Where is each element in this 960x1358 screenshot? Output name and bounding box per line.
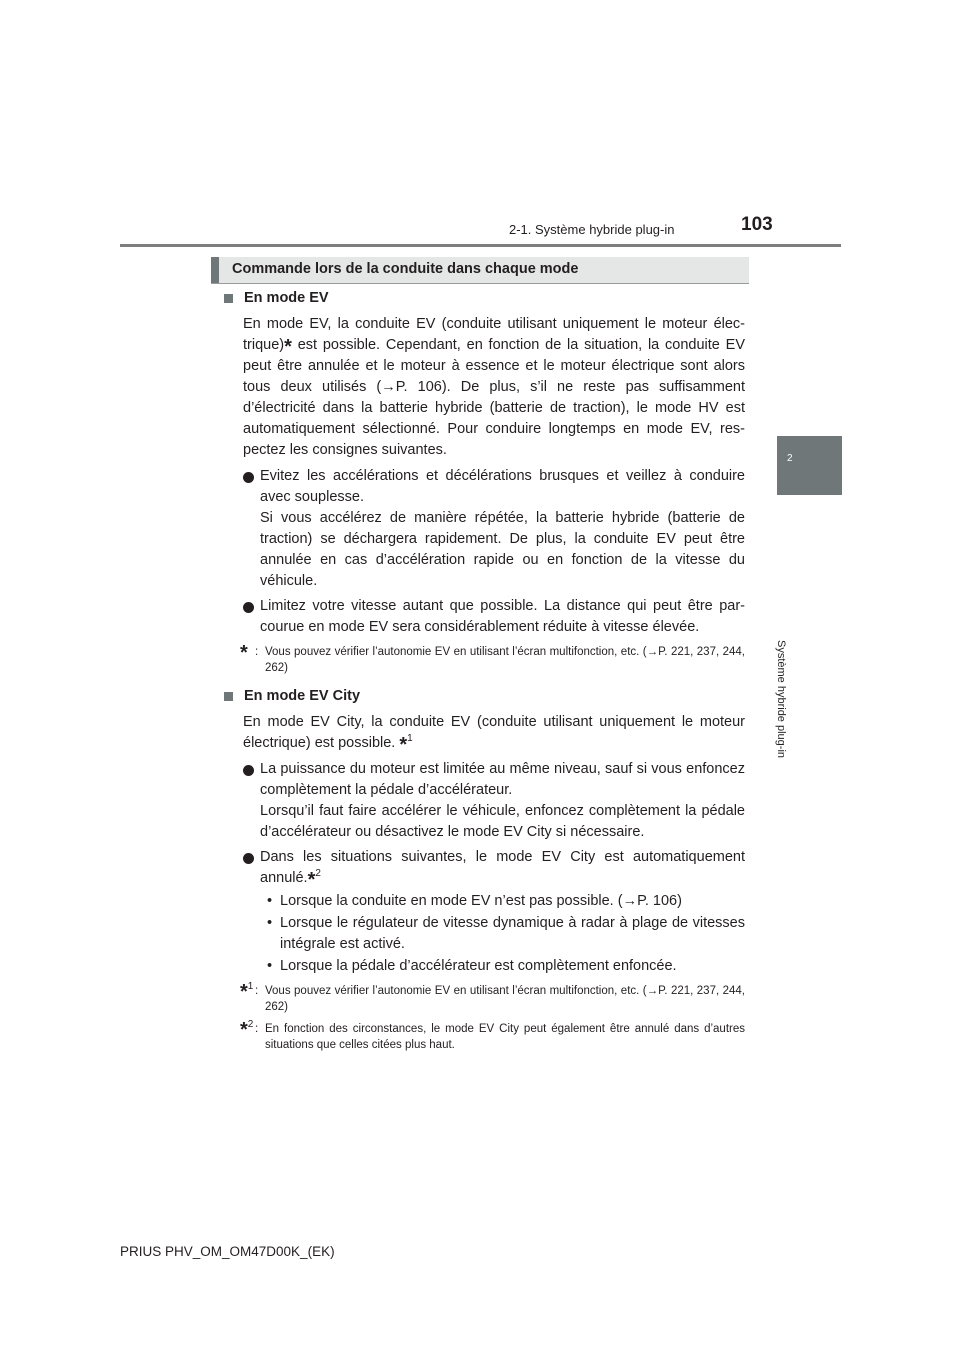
page-number: 103 xyxy=(741,214,773,235)
header-rule xyxy=(120,244,841,247)
footnote xyxy=(222,1021,745,1053)
footnote-mark xyxy=(240,1019,254,1041)
heading-text: En mode EV City xyxy=(244,688,361,704)
list-item xyxy=(243,466,745,592)
bullet-dot-icon xyxy=(243,472,254,483)
document-footer: PRIUS PHV_OM_OM47D00K_(EK) xyxy=(120,1244,335,1259)
section-title: Commande lors de la conduite dans chaque mode xyxy=(232,261,579,277)
square-bullet-icon xyxy=(224,294,233,303)
asterisk-mark: * xyxy=(240,1019,248,1041)
sub-list-item xyxy=(267,956,745,977)
footnote-colon: : xyxy=(255,985,259,997)
footnote-ref: 2 xyxy=(247,1019,254,1030)
list-item xyxy=(243,759,745,843)
chapter-tab xyxy=(777,436,842,495)
bullet-text: La puissance du moteur est limitée au même niveau, sauf si vous enfoncez complètement la pédale d’accélérateur. xyxy=(260,761,745,798)
bullet-dot-icon xyxy=(243,765,254,776)
ev-mode-intro xyxy=(243,314,745,461)
bullet-text: Limitez votre vitesse autant que possible. La distance qui peut être par-courue en mode EV sera considérablement réduite à vitesse élevée. xyxy=(260,598,745,635)
footnote xyxy=(222,644,745,676)
footnote-text: Vous pouvez vérifier l’autonomie EV en utilisant l’écran multifonction, etc. (→P. 221, 237, 244, 262) xyxy=(265,646,745,674)
footnote-text: En fonction des circonstances, le mode EV City peut également être annulé dans d’autres situations que celles citées plus haut. xyxy=(265,1023,745,1051)
footnote-colon: : xyxy=(255,1023,259,1035)
sub-bullet-marker: • xyxy=(267,893,273,909)
sub-item-text: Lorsque la pédale d’accélérateur est complètement enfoncée. xyxy=(280,958,677,974)
sub-item-text: Lorsque la conduite en mode EV n’est pas possible. (→P. 106) xyxy=(280,893,682,909)
sub-item-text: Lorsque le régulateur de vitesse dynamique à radar à plage de vitesses intégrale est activé. xyxy=(280,915,745,952)
footnote-mark xyxy=(240,642,248,664)
section-title-bar xyxy=(211,257,749,283)
heading-text: En mode EV xyxy=(244,290,329,306)
footnote-ref: 1 xyxy=(407,733,413,744)
sub-list-item xyxy=(267,891,745,912)
footnote-ref: 2 xyxy=(315,868,321,879)
asterisk-mark: * xyxy=(284,336,292,358)
square-bullet-icon xyxy=(224,692,233,701)
asterisk-mark: * xyxy=(240,981,248,1003)
sub-list-item xyxy=(267,913,745,955)
intro-text: En mode EV City, la conduite EV (conduite utilisant uniquement le moteur électrique) est possible. xyxy=(243,714,745,751)
asterisk-mark: * xyxy=(307,869,316,891)
bullet-text: Evitez les accélérations et décélérations brusques et veillez à conduire avec souplesse. xyxy=(260,468,745,505)
list-item xyxy=(243,596,745,638)
asterisk-mark: * xyxy=(399,734,408,756)
ev-mode-heading xyxy=(222,288,745,309)
bullet-dot-icon xyxy=(243,853,254,864)
bullet-text: Dans les situations suivantes, le mode EV City est automatiquement annulé. xyxy=(260,849,745,886)
footnote-ref: 1 xyxy=(247,981,254,992)
chapter-number: 2 xyxy=(787,453,793,464)
bullet-dot-icon xyxy=(243,602,254,613)
footnote-mark xyxy=(240,981,254,1003)
bullet-detail: Si vous accélérez de manière répétée, la batterie hybride (batterie de traction) se déchargera rapidement. De plus, la conduite EV peut être annulée en cas d’accélération rapide ou en fonction de la vitesse du véhicule. xyxy=(260,510,745,589)
footnote-text: Vous pouvez vérifier l’autonomie EV en utilisant l’écran multifonction, etc. (→P. 221, 237, 244, 262) xyxy=(265,985,745,1013)
asterisk-mark: * xyxy=(240,642,248,664)
sub-bullet-marker: • xyxy=(267,958,273,974)
list-item xyxy=(243,847,745,889)
intro-text-cont: est possible. Cependant, en fonction de la situation, la conduite EV peut être annulée et le moteur à essence et le moteur électrique sont alors tous deux utilisés (→P. 106). De plus, s’il ne reste pas suffisamment d’électricité dans la batterie hybride (batterie de traction), le mode HV est automatiquement sélectionné. Pour conduire longtemps en mode EV, res-pectez les consignes suivantes. xyxy=(243,337,745,458)
footnote xyxy=(222,983,745,1015)
ev-city-intro xyxy=(243,712,745,754)
intro-text: En mode EV, la conduite EV (conduite utilisant uniquement le moteur élec-trique) xyxy=(243,316,745,353)
header-section-title: 2-1. Système hybride plug-in xyxy=(509,222,675,237)
footnote-colon: : xyxy=(255,646,259,658)
chapter-title: Système hybride plug-in xyxy=(775,640,787,759)
ev-city-heading xyxy=(222,686,745,707)
bullet-detail: Lorsqu’il faut faire accélérer le véhicule, enfoncez complètement la pédale d’accélérateur ou désactivez le mode EV City si nécessaire. xyxy=(260,803,745,840)
main-content xyxy=(222,288,745,1063)
sub-bullet-marker: • xyxy=(267,915,273,931)
section-rule xyxy=(211,283,749,284)
